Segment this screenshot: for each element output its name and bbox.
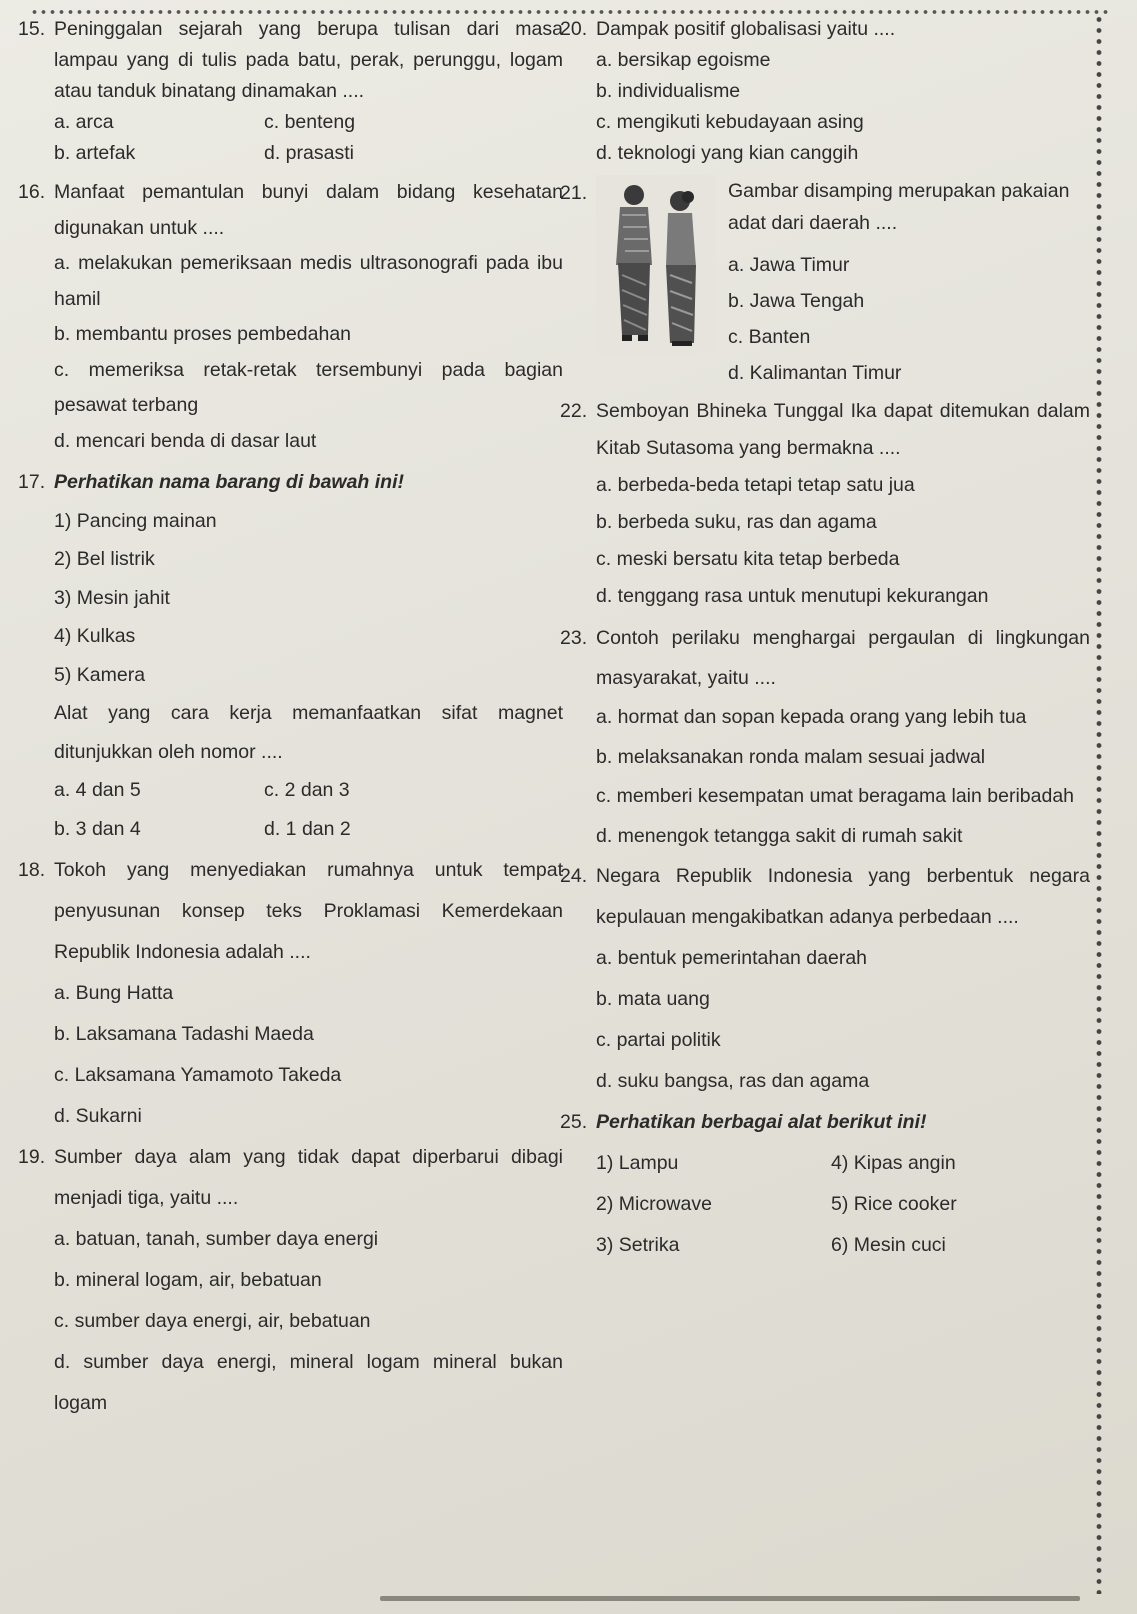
question-number: 23.	[560, 627, 588, 649]
item-2: 2) Bel listrik	[54, 548, 155, 570]
options	[54, 107, 563, 169]
right-column	[560, 14, 1090, 1266]
question-number: 24.	[560, 865, 588, 887]
option-d: d. Sukarni	[54, 1105, 142, 1127]
option-b: b. berbeda suku, ras dan agama	[596, 511, 877, 533]
item-1: 1) Pancing mainan	[54, 509, 217, 532]
woman-kebaya	[666, 213, 696, 267]
option-b: b. Jawa Tengah	[728, 290, 865, 312]
question-text: Manfaat pemantulan bunyi dalam bidang kesehatan digunakan untuk ....	[54, 181, 563, 239]
option-d: d. prasasti	[264, 142, 354, 164]
question-number: 17.	[18, 471, 46, 493]
question-text: Alat yang cara kerja memanfaatkan sifat magnet ditunjukkan oleh nomor ....	[54, 702, 563, 763]
traditional-costume-image	[596, 175, 716, 355]
option-b: b. individualisme	[596, 80, 741, 102]
item-5: 5) Kamera	[54, 663, 146, 686]
option-c: c. 2 dan 3	[264, 779, 350, 801]
option-a: a. Jawa Timur	[728, 254, 850, 276]
item-4: 4) Kipas angin	[831, 1152, 956, 1174]
option-a: a. Bung Hatta	[54, 982, 174, 1004]
option-d: d. mencari benda di dasar laut	[54, 429, 317, 452]
bottom-border-line	[380, 1596, 1080, 1601]
option-d: d. 1 dan 2	[264, 817, 351, 840]
item-5: 5) Rice cooker	[831, 1193, 957, 1215]
question-text: Negara Republik Indonesia yang berbentuk negara kepulauan mengakibatkan adanya perbedaan ....	[596, 865, 1090, 928]
question-19	[18, 1137, 563, 1424]
option-c: c. mengikuti kebudayaan asing	[596, 111, 864, 133]
item-3: 3) Mesin jahit	[54, 586, 170, 609]
question-15	[18, 14, 563, 169]
question-number: 19.	[18, 1146, 46, 1168]
dotted-border-right	[1094, 14, 1104, 1594]
question-text: Semboyan Bhineka Tunggal Ika dapat ditemukan dalam Kitab Sutasoma yang bermakna ....	[596, 400, 1090, 459]
option-b: b. 3 dan 4	[54, 817, 141, 840]
question-text: Tokoh yang menyediakan rumahnya untuk tempat penyusunan konsep teks Proklamasi Kemerdekaan Republik Indonesia adalah ....	[54, 859, 563, 963]
question-number: 25.	[560, 1111, 588, 1133]
option-c: c. meski bersatu kita tetap berbeda	[596, 548, 900, 570]
option-b: b. membantu proses pembedahan	[54, 323, 352, 345]
question-21	[560, 175, 1090, 391]
option-a: a. hormat dan sopan kepada orang yang lebih tua	[596, 706, 1027, 728]
option-a: a. arca	[54, 111, 114, 133]
option-d: d. suku bangsa, ras dan agama	[596, 1070, 870, 1092]
option-b: b. melaksanakan ronda malam sesuai jadwal	[596, 745, 986, 768]
question-instruction: Perhatikan berbagai alat berikut ini!	[596, 1111, 927, 1133]
option-d: d. tenggang rasa untuk menutupi kekurangan	[596, 585, 989, 607]
option-b: b. Laksamana Tadashi Maeda	[54, 1023, 314, 1045]
item-4: 4) Kulkas	[54, 625, 136, 647]
question-number: 21.	[560, 182, 588, 204]
option-c: c. sumber daya energi, air, bebatuan	[54, 1310, 371, 1332]
option-c: c. benteng	[264, 111, 356, 133]
option-a: a. 4 dan 5	[54, 779, 141, 801]
option-a: a. batuan, tanah, sumber daya energi	[54, 1228, 379, 1250]
option-c: c. partai politik	[596, 1029, 721, 1051]
option-b: b. artefak	[54, 142, 136, 164]
option-c: c. Laksamana Yamamoto Takeda	[54, 1064, 342, 1086]
item-2: 2) Microwave	[596, 1193, 712, 1215]
item-3: 3) Setrika	[596, 1234, 680, 1256]
question-number: 22.	[560, 400, 588, 422]
option-b: b. mineral logam, air, bebatuan	[54, 1269, 322, 1291]
option-d: d. menengok tetangga sakit di rumah sakit	[596, 824, 963, 847]
option-c: c. Banten	[728, 326, 811, 348]
option-c: c. memeriksa retak-retak tersembunyi pada bagian pesawat terbang	[54, 358, 563, 416]
question-text: Sumber daya alam yang tidak dapat diperbarui dibagi menjadi tiga, yaitu ....	[54, 1146, 563, 1209]
question-18	[18, 850, 563, 1137]
option-a: a. berbeda-beda tetapi tetap satu jua	[596, 474, 915, 496]
option-d: d. Kalimantan Timur	[728, 362, 902, 384]
question-text: Dampak positif globalisasi yaitu ....	[596, 18, 896, 40]
question-25	[560, 1102, 1090, 1266]
option-a: a. bentuk pemerintahan daerah	[596, 947, 868, 969]
question-number: 20.	[560, 18, 588, 40]
question-20	[560, 14, 1090, 169]
option-d: d. teknologi yang kian canggih	[596, 142, 859, 164]
question-text: Contoh perilaku menghargai pergaulan di lingkungan masyarakat, yaitu ....	[596, 627, 1090, 689]
question-23	[560, 619, 1090, 856]
question-number: 18.	[18, 859, 46, 881]
question-22	[560, 393, 1090, 615]
option-c: c. memberi kesempatan umat beragama lain beribadah	[596, 785, 1075, 807]
item-1: 1) Lampu	[596, 1152, 679, 1174]
option-d: d. sumber daya energi, mineral logam mineral bukan logam	[54, 1351, 563, 1414]
options	[54, 771, 563, 848]
items	[596, 1143, 1090, 1266]
question-text: Gambar disamping merupakan pakaian adat dari daerah ....	[728, 180, 1070, 234]
question-number: 15.	[18, 18, 46, 40]
option-a: a. bersikap egoisme	[596, 49, 771, 71]
question-17	[18, 463, 563, 848]
option-b: b. mata uang	[596, 988, 710, 1010]
man-head	[624, 185, 644, 205]
left-column	[18, 14, 563, 1424]
option-a: a. melakukan pemeriksaan medis ultrasonografi pada ibu hamil	[54, 252, 563, 310]
question-number: 16.	[18, 181, 46, 203]
question-text: Peninggalan sejarah yang berupa tulisan dari masa lampau yang di tulis pada batu, perak, perunggu, logam atau tanduk binatang dinamakan ....	[54, 18, 563, 102]
question-24	[560, 856, 1090, 1102]
question-instruction: Perhatikan nama barang di bawah ini!	[54, 471, 405, 493]
item-6: 6) Mesin cuci	[831, 1234, 946, 1256]
question-16	[18, 175, 563, 459]
